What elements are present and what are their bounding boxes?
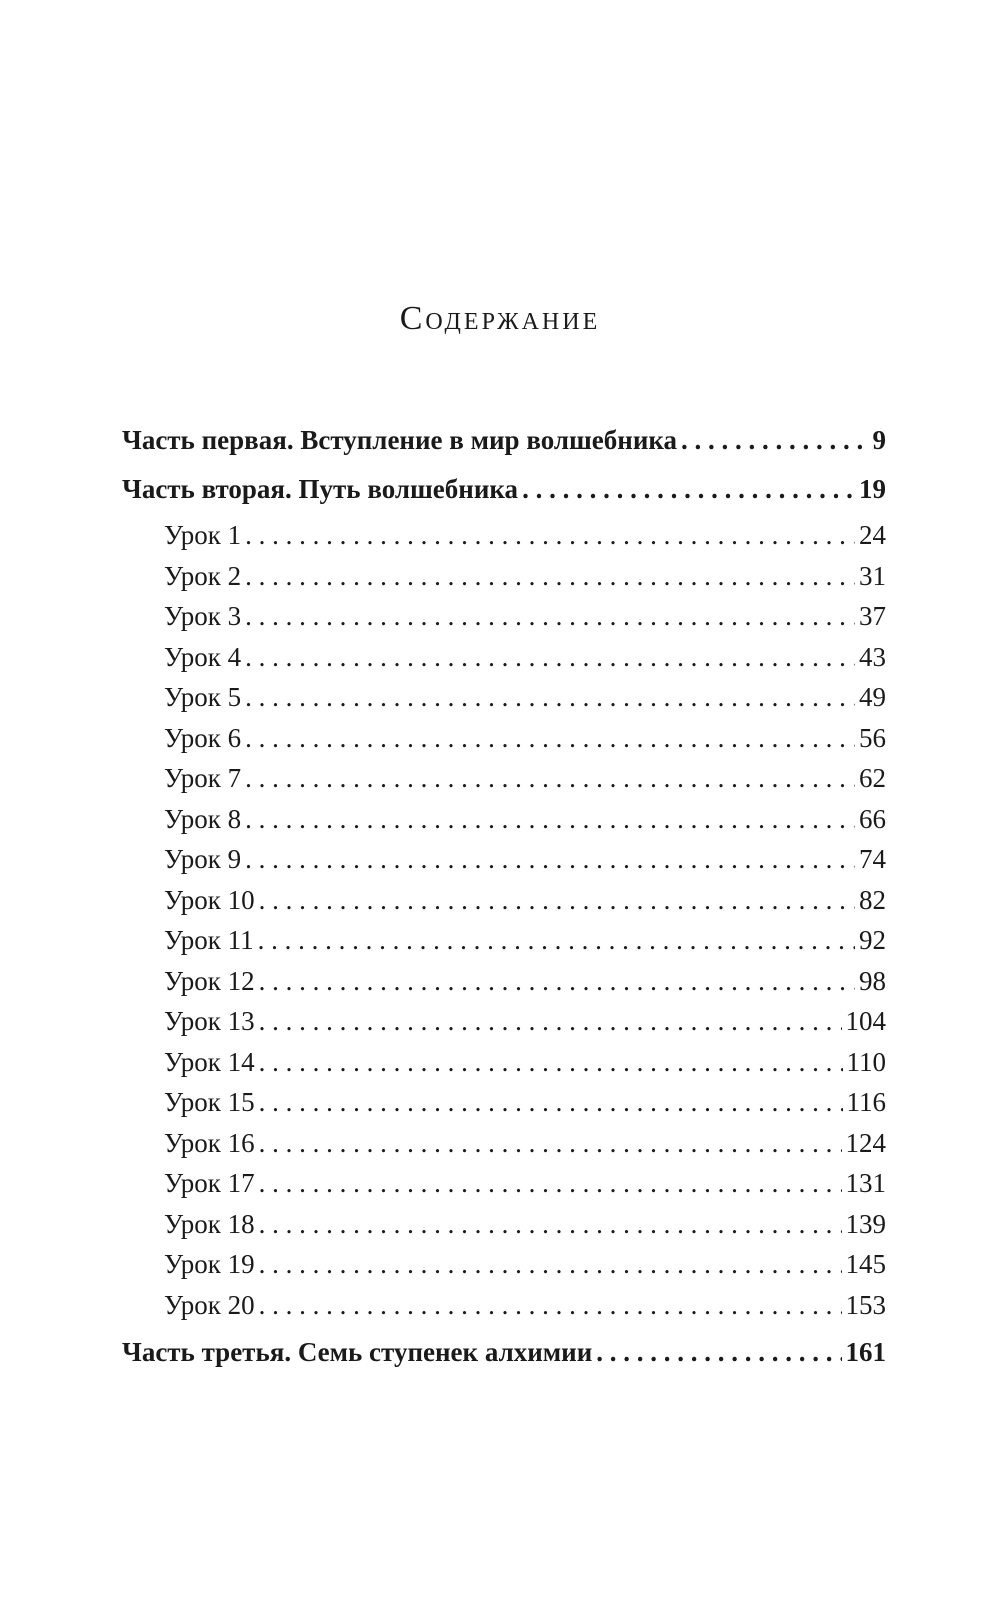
toc-entry-page: 56 [859, 723, 886, 753]
toc-entry-label: Урок 14 [164, 1047, 255, 1077]
dot-leader [596, 1337, 841, 1368]
dot-leader [259, 1168, 842, 1199]
toc-entry-lesson [122, 561, 886, 592]
toc-entry-lesson [122, 1209, 886, 1240]
toc-entry-page: 161 [845, 1337, 886, 1367]
dot-leader [245, 601, 855, 632]
page-title: Содержание [399, 300, 601, 337]
toc-entry-label: Урок 4 [164, 642, 242, 672]
toc-entry-part-2 [122, 474, 886, 505]
toc-entry-label: Урок 10 [164, 885, 255, 915]
toc-entry-lesson [122, 1087, 886, 1118]
toc-entry-part-1 [122, 425, 886, 456]
toc-entry-page: 116 [846, 1087, 886, 1117]
toc-entry-page: 31 [859, 561, 886, 591]
toc-entry-lesson [122, 763, 886, 794]
toc-entry-page: 66 [859, 804, 886, 834]
dot-leader [259, 1087, 843, 1118]
dot-leader [245, 642, 855, 673]
toc-entry-label: Часть третья. Семь ступенек алхимии [122, 1337, 593, 1367]
toc-entry-label: Часть первая. Вступление в мир волшебника [122, 425, 678, 455]
toc-entry-label: Урок 17 [164, 1168, 255, 1198]
toc-entry-lesson [122, 520, 886, 551]
toc-entry-label: Урок 5 [164, 682, 242, 712]
dot-leader [259, 1128, 842, 1159]
toc-entry-lesson [122, 723, 886, 754]
toc-entry-page: 9 [872, 425, 886, 455]
dot-leader [245, 844, 855, 875]
dot-leader [259, 885, 855, 916]
toc-entry-page: 49 [859, 682, 886, 712]
dot-leader [681, 425, 868, 456]
toc-entry-part-3 [122, 1337, 886, 1368]
dot-leader [258, 925, 855, 956]
toc-entry-page: 131 [845, 1168, 886, 1198]
toc-entry-page: 145 [845, 1249, 886, 1279]
toc-entry-label: Часть вторая. Путь волшебника [122, 474, 519, 504]
dot-leader [259, 1209, 842, 1240]
dot-leader [259, 966, 855, 997]
toc-entry-lesson [122, 885, 886, 916]
toc-entry-page: 37 [859, 601, 886, 631]
toc-entry-page: 43 [859, 642, 886, 672]
toc-entry-page: 124 [845, 1128, 886, 1158]
toc-entry-page: 74 [859, 844, 886, 874]
toc-entry-page: 82 [859, 885, 886, 915]
toc-entry-label: Урок 12 [164, 966, 255, 996]
dot-leader [522, 474, 855, 505]
dot-leader [259, 1006, 842, 1037]
dot-leader [259, 1047, 843, 1078]
toc-entry-label: Урок 7 [164, 763, 242, 793]
toc-entry-label: Урок 2 [164, 561, 242, 591]
toc-entry-lesson [122, 1006, 886, 1037]
dot-leader [259, 1249, 842, 1280]
toc-entry-label: Урок 1 [164, 520, 242, 550]
toc-entry-label: Урок 13 [164, 1006, 255, 1036]
toc-entry-page: 104 [845, 1006, 886, 1036]
toc-entry-page: 62 [859, 763, 886, 793]
toc-entry-lesson [122, 601, 886, 632]
dot-leader [245, 561, 855, 592]
dot-leader [245, 763, 855, 794]
toc-entry-label: Урок 6 [164, 723, 242, 753]
toc-entry-page: 92 [859, 925, 886, 955]
toc-entry-lesson [122, 642, 886, 673]
toc-entry-page: 110 [846, 1047, 886, 1077]
toc-entry-label: Урок 3 [164, 601, 242, 631]
toc-entry-page: 153 [845, 1290, 886, 1320]
toc-entry-lesson [122, 925, 886, 956]
dot-leader [259, 1290, 842, 1321]
toc-entry-label: Урок 9 [164, 844, 242, 874]
toc-entry-page: 24 [859, 520, 886, 550]
toc-entry-label: Урок 20 [164, 1290, 255, 1320]
toc-entry-label: Урок 15 [164, 1087, 255, 1117]
toc-entry-label: Урок 8 [164, 804, 242, 834]
toc-entry-lesson [122, 804, 886, 835]
toc-entry-lesson [122, 1290, 886, 1321]
dot-leader [245, 804, 855, 835]
toc-entry-label: Урок 18 [164, 1209, 255, 1239]
dot-leader [245, 723, 855, 754]
toc-entry-page: 98 [859, 966, 886, 996]
toc-entry-lesson [122, 682, 886, 713]
toc-entry-page: 139 [845, 1209, 886, 1239]
toc-entry-label: Урок 16 [164, 1128, 255, 1158]
toc-entry-label: Урок 19 [164, 1249, 255, 1279]
toc-entry-label: Урок 11 [164, 925, 254, 955]
toc-entry-lesson [122, 1128, 886, 1159]
dot-leader [245, 682, 855, 713]
dot-leader [245, 520, 855, 551]
toc-entry-lesson [122, 1047, 886, 1078]
toc-entry-lesson [122, 1249, 886, 1280]
toc-entry-lesson [122, 844, 886, 875]
toc-entry-lesson [122, 966, 886, 997]
toc-entry-page: 19 [859, 474, 886, 504]
toc-entry-lesson [122, 1168, 886, 1199]
